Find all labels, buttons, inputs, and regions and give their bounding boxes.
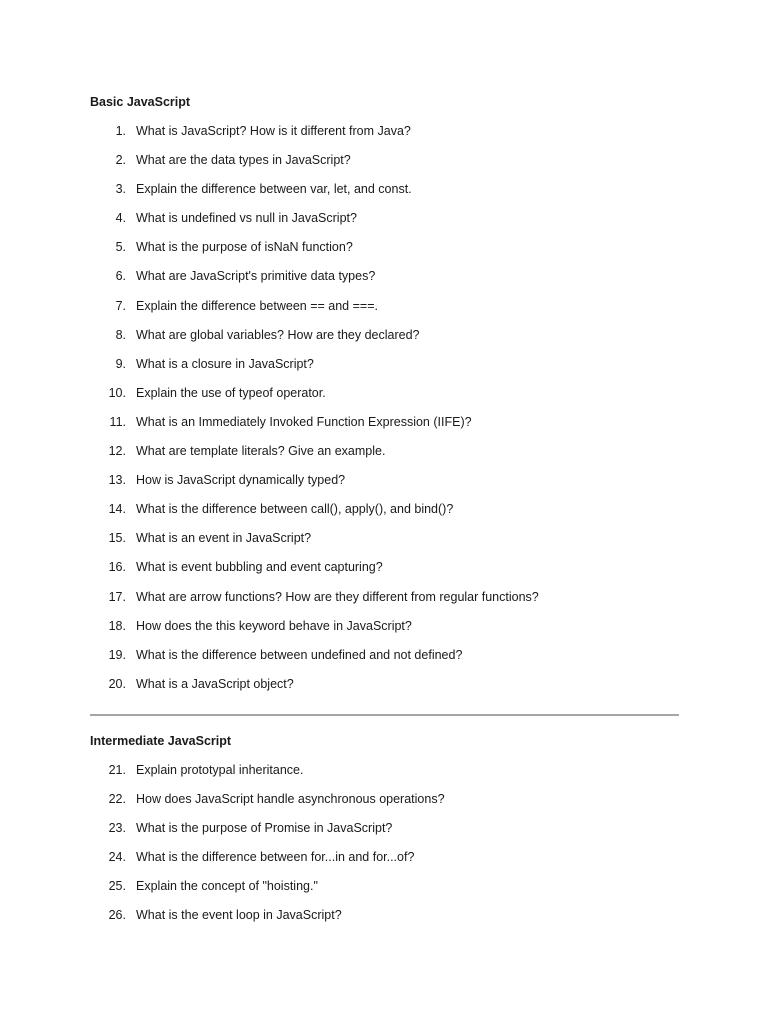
question-text: What is the difference between for...in and for...of? [136, 850, 415, 865]
question-number: 24. [108, 850, 126, 865]
list-item [0, 472, 768, 501]
question-text: What is undefined vs null in JavaScript? [136, 211, 357, 226]
list-item [0, 152, 768, 181]
section-heading-intermediate: Intermediate JavaScript [90, 734, 232, 748]
question-number: 9. [115, 356, 126, 371]
question-number: 8. [115, 327, 126, 342]
question-text: What is the event loop in JavaScript? [136, 908, 342, 923]
list-item [0, 878, 768, 907]
question-number: 22. [108, 792, 126, 807]
list-item [0, 414, 768, 443]
question-number: 11. [109, 414, 126, 429]
question-number: 14. [108, 502, 126, 517]
question-number: 10. [108, 385, 126, 400]
question-text: What are global variables? How are they declared? [136, 327, 420, 342]
question-text: What is an Immediately Invoked Function Expression (IIFE)? [136, 414, 472, 429]
question-number: 19. [108, 647, 126, 662]
list-item [0, 618, 768, 647]
question-number: 17. [108, 589, 126, 604]
list-item [0, 676, 768, 705]
question-text: How is JavaScript dynamically typed? [136, 473, 346, 488]
list-item [0, 820, 768, 849]
question-number: 7. [115, 298, 126, 313]
question-text: What are arrow functions? How are they different from regular functions? [136, 589, 539, 604]
question-number: 3. [115, 182, 126, 197]
question-text: What are the data types in JavaScript? [136, 153, 351, 168]
section-divider [90, 714, 679, 716]
question-number: 18. [108, 618, 126, 633]
list-item [0, 762, 768, 791]
list-item [0, 356, 768, 385]
list-item [0, 298, 768, 327]
question-number: 12. [108, 444, 126, 459]
list-item [0, 791, 768, 820]
list-item [0, 443, 768, 472]
question-number: 4. [115, 211, 126, 226]
question-text: What are template literals? Give an example. [136, 444, 386, 459]
question-text: What is the purpose of isNaN function? [136, 240, 353, 255]
question-text: What is the difference between call(), apply(), and bind()? [136, 502, 454, 517]
question-list-basic [0, 123, 768, 705]
question-text: What is JavaScript? How is it different from Java? [136, 124, 411, 138]
list-item [0, 530, 768, 559]
list-item [0, 907, 768, 936]
list-item [0, 501, 768, 530]
question-text: What is the difference between undefined and not defined? [136, 647, 463, 662]
question-text: What is an event in JavaScript? [136, 531, 312, 546]
question-text: Explain the difference between == and ===. [136, 298, 378, 313]
question-text: Explain prototypal inheritance. [136, 763, 304, 777]
question-text: How does JavaScript handle asynchronous operations? [136, 792, 445, 807]
question-text: How does the this keyword behave in JavaScript? [136, 618, 412, 633]
question-number: 6. [115, 269, 126, 284]
question-number: 26. [108, 908, 126, 923]
list-item [0, 849, 768, 878]
question-text: What is the purpose of Promise in JavaScript? [136, 821, 393, 836]
question-number: 20. [108, 676, 126, 691]
question-text: What are JavaScript's primitive data types? [136, 269, 376, 284]
question-number: 23. [108, 821, 126, 836]
question-number: 16. [108, 560, 126, 575]
list-item [0, 181, 768, 210]
list-item [0, 268, 768, 297]
list-item [0, 385, 768, 414]
list-item [0, 123, 768, 152]
question-number: 2. [115, 153, 126, 168]
list-item [0, 559, 768, 588]
list-item [0, 647, 768, 676]
list-item [0, 210, 768, 239]
question-list-intermediate [0, 762, 768, 937]
question-number: 21. [108, 763, 126, 777]
list-item [0, 589, 768, 618]
question-number: 25. [108, 879, 126, 894]
question-text: Explain the use of typeof operator. [136, 385, 326, 400]
question-text: What is a closure in JavaScript? [136, 356, 314, 371]
question-text: What is a JavaScript object? [136, 676, 294, 691]
list-item [0, 327, 768, 356]
question-number: 13. [108, 473, 126, 488]
question-text: What is event bubbling and event capturing? [136, 560, 383, 575]
question-number: 1. [115, 124, 126, 138]
question-number: 15. [108, 531, 126, 546]
question-text: Explain the concept of "hoisting." [136, 879, 318, 894]
list-item [0, 239, 768, 268]
question-number: 5. [115, 240, 126, 255]
question-text: Explain the difference between var, let, and const. [136, 182, 412, 197]
section-heading-basic: Basic JavaScript [90, 95, 191, 109]
